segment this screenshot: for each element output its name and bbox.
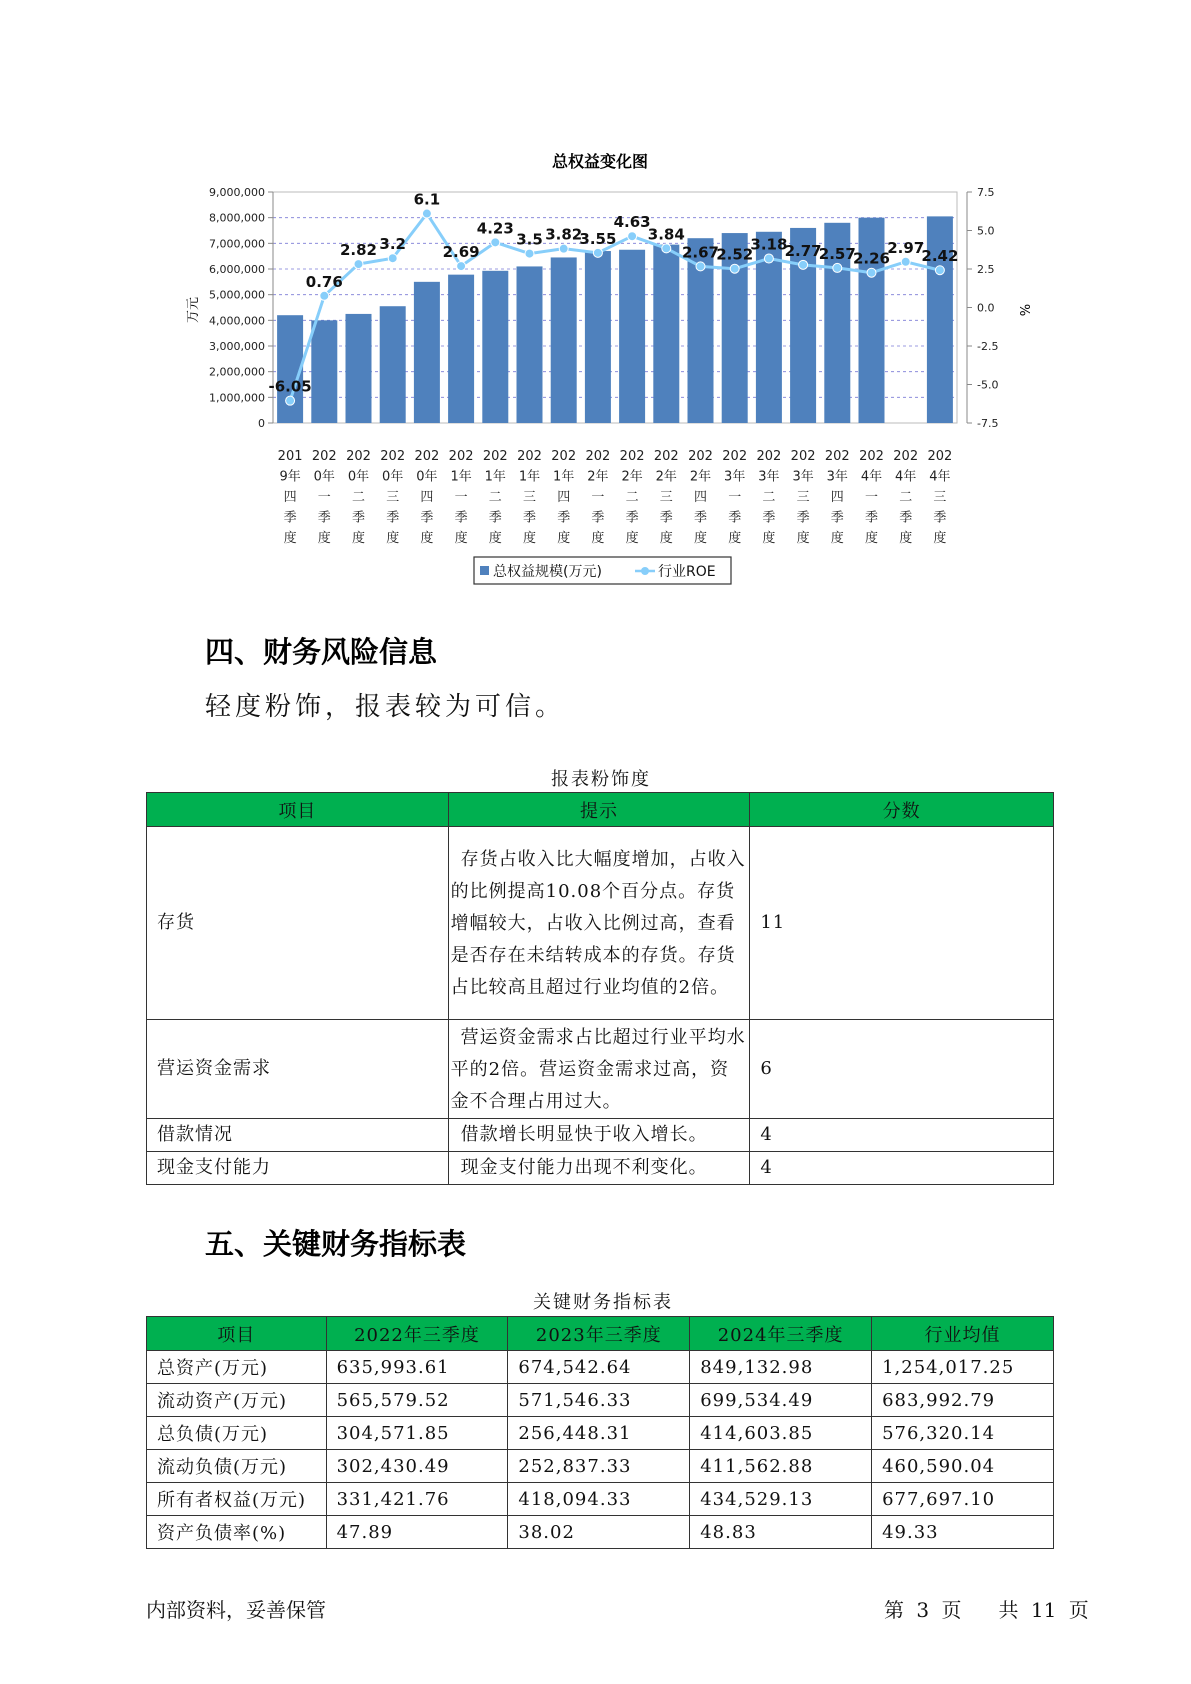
x-tick-line: 季 — [659, 510, 673, 526]
x-tick-line: 度 — [864, 531, 879, 546]
roe-point — [354, 260, 363, 269]
x-tick-line: 四 — [693, 490, 708, 505]
x-tick-line: 一 — [317, 490, 331, 505]
y2-tick-label: -7.5 — [977, 417, 999, 430]
kpi-value: 699,534.49 — [690, 1384, 872, 1417]
x-tick-label — [278, 449, 303, 546]
kpi-header-2022q3: 2022年三季度 — [326, 1317, 508, 1351]
x-tick-line: 0年 — [382, 469, 404, 485]
roe-point — [559, 244, 568, 253]
x-tick-line: 1年 — [518, 469, 541, 485]
y2-tick-label: -5.0 — [977, 378, 999, 392]
kpi-value: 411,562.88 — [690, 1450, 872, 1483]
kpi-value: 256,448.31 — [508, 1417, 690, 1450]
x-tick-line: 度 — [830, 531, 844, 546]
roe-point — [867, 268, 876, 277]
x-tick-line: 度 — [728, 531, 742, 546]
x-tick-line: 季 — [899, 510, 913, 526]
kpi-value: 304,571.85 — [326, 1417, 508, 1450]
x-tick-line: 季 — [557, 510, 571, 526]
roe-point — [696, 262, 705, 271]
x-tick-line: 1年 — [484, 469, 506, 485]
x-tick-line: 1年 — [450, 469, 472, 485]
kpi-value: 683,992.79 — [872, 1384, 1054, 1417]
x-tick-line: 季 — [864, 510, 879, 526]
x-tick-line: 季 — [522, 510, 537, 526]
risk-item: 营运资金需求 — [147, 1020, 449, 1119]
x-tick-line: 四 — [420, 490, 434, 505]
risk-hint: 营运资金需求占比超过行业平均水平的2倍。营运资金需求过高，资金不合理占用过大。 — [448, 1020, 750, 1119]
roe-point — [286, 396, 295, 405]
x-tick-line: 202 — [414, 449, 440, 464]
y-tick-label: 5,000,000 — [209, 288, 265, 302]
kpi-header-2024q3: 2024年三季度 — [690, 1317, 872, 1351]
bar — [551, 257, 577, 423]
x-tick-line: 三 — [933, 490, 947, 505]
kpi-value: 565,579.52 — [326, 1384, 508, 1417]
x-tick-line: 202 — [653, 449, 679, 464]
roe-data-label: 2.97 — [887, 238, 925, 257]
legend-line-label: 行业ROE — [658, 564, 716, 580]
x-tick-line: 2年 — [587, 469, 609, 485]
bar — [448, 275, 474, 423]
page-total: 11 — [1030, 1598, 1057, 1622]
roe-data-label: 6.1 — [413, 190, 441, 209]
y-tick-label: 4,000,000 — [209, 314, 265, 328]
kpi-value: 252,837.33 — [508, 1450, 690, 1483]
chart-ylabel: 万元 — [186, 296, 201, 324]
x-tick-line: 3年 — [826, 469, 848, 485]
x-tick-line: 202 — [619, 449, 645, 464]
roe-point — [935, 266, 944, 275]
x-tick-line: 0年 — [313, 469, 335, 485]
roe-point — [388, 254, 397, 263]
x-tick-line: 2年 — [621, 469, 643, 485]
x-tick-line: 度 — [454, 531, 468, 546]
page-current: 3 — [916, 1598, 930, 1622]
roe-point — [525, 249, 534, 258]
x-tick-line: 202 — [346, 449, 371, 464]
y-tick-label: 0 — [258, 417, 265, 430]
x-tick-line: 四 — [830, 490, 844, 505]
risk-header-score: 分数 — [750, 793, 1054, 827]
x-tick-line: 一 — [454, 490, 468, 505]
x-tick-line: 2年 — [689, 469, 712, 485]
roe-point — [628, 232, 637, 241]
risk-hint: 存货占收入比大幅度增加，占收入的比例提高10.08个百分点。存货增幅较大，占收入比例过高，查看是否存在未结转成本的存货。存货占比较高且超过行业均值的2倍。 — [448, 827, 750, 1020]
risk-hint: 借款增长明显快于收入增长。 — [448, 1119, 750, 1152]
kpi-value: 674,542.64 — [508, 1351, 690, 1384]
kpi-item: 总负债(万元) — [147, 1417, 327, 1450]
x-tick-line: 度 — [591, 531, 605, 546]
x-tick-label — [551, 449, 576, 546]
roe-data-label: 2.77 — [784, 241, 822, 260]
table-row — [147, 1020, 1054, 1119]
risk-table — [146, 792, 1054, 1185]
x-tick-line: 一 — [864, 490, 879, 505]
x-tick-line: 202 — [551, 449, 577, 464]
x-tick-label — [654, 449, 679, 546]
kpi-item: 所有者权益(万元) — [147, 1483, 327, 1516]
x-tick-label — [483, 449, 508, 546]
roe-data-label: 2.69 — [442, 243, 480, 262]
table-row — [147, 1450, 1054, 1483]
bar — [517, 266, 543, 423]
x-tick-line: 三 — [796, 490, 810, 505]
x-tick-line: 季 — [351, 510, 366, 526]
risk-table-header — [147, 793, 1054, 827]
table-row — [147, 1384, 1054, 1417]
x-tick-line: 202 — [756, 449, 782, 464]
x-tick-line: 季 — [386, 510, 400, 526]
y-tick-label: 6,000,000 — [209, 263, 265, 276]
x-tick-label — [825, 449, 850, 546]
risk-item: 借款情况 — [147, 1119, 449, 1152]
x-tick-line: 季 — [488, 510, 502, 526]
kpi-value: 460,590.04 — [872, 1450, 1054, 1483]
kpi-value: 571,546.33 — [508, 1384, 690, 1417]
roe-data-label: 3.5 — [516, 230, 543, 249]
x-tick-line: 202 — [380, 449, 406, 464]
x-tick-line: 度 — [522, 531, 537, 546]
x-tick-line: 季 — [693, 510, 708, 526]
chart-x-axis — [278, 449, 953, 546]
x-tick-label — [927, 449, 952, 546]
x-tick-line: 202 — [585, 449, 611, 464]
kpi-value: 331,421.76 — [326, 1483, 508, 1516]
y2-tick-label: 7.5 — [977, 186, 995, 199]
x-tick-line: 一 — [591, 490, 605, 505]
page-total-unit: 页 — [1068, 1598, 1089, 1622]
roe-point — [799, 260, 808, 269]
x-tick-line: 度 — [351, 531, 366, 546]
x-tick-line: 202 — [859, 449, 884, 464]
page-total-prefix: 共 — [998, 1598, 1019, 1622]
chart-y2label: % — [1016, 303, 1031, 317]
x-tick-label — [312, 449, 337, 546]
risk-score: 4 — [750, 1119, 1054, 1152]
legend-line-marker — [641, 567, 649, 575]
kpi-header-industry-avg: 行业均值 — [872, 1317, 1054, 1351]
x-tick-line: 三 — [522, 490, 537, 505]
x-tick-line: 季 — [830, 510, 844, 526]
table-row — [147, 1516, 1054, 1549]
roe-data-label: 0.76 — [305, 272, 343, 291]
bar — [380, 306, 406, 423]
x-tick-line: 二 — [899, 490, 913, 505]
section4-heading: 四、财务风险信息 — [205, 635, 438, 669]
kpi-value: 434,529.13 — [690, 1483, 872, 1516]
roe-data-label: 3.2 — [379, 235, 406, 254]
x-tick-label — [346, 449, 371, 546]
y-tick-label: 7,000,000 — [209, 237, 265, 251]
kpi-value: 48.83 — [690, 1516, 872, 1549]
risk-table-caption: 报表粉饰度 — [551, 769, 651, 790]
x-tick-label — [380, 449, 405, 546]
roe-data-label: 2.42 — [921, 247, 959, 266]
x-tick-line: 4年 — [929, 469, 951, 485]
bar — [585, 251, 611, 423]
risk-header-hint: 提示 — [448, 793, 750, 827]
page-prefix: 第 — [884, 1598, 904, 1622]
x-tick-line: 一 — [728, 490, 742, 505]
x-tick-label — [722, 449, 747, 546]
roe-point — [901, 257, 910, 266]
roe-point — [833, 263, 842, 272]
x-tick-line: 202 — [448, 449, 474, 464]
roe-point — [593, 248, 602, 257]
x-tick-line: 二 — [762, 490, 776, 505]
kpi-value: 677,697.10 — [872, 1483, 1054, 1516]
x-tick-line: 4年 — [895, 469, 917, 485]
x-tick-line: 0年 — [416, 469, 438, 485]
x-tick-label — [620, 449, 645, 546]
roe-point — [457, 262, 466, 271]
kpi-item: 资产负债率(%) — [147, 1516, 327, 1549]
x-tick-line: 四 — [557, 490, 571, 505]
roe-data-label: 2.52 — [716, 245, 754, 264]
y-tick-label: 2,000,000 — [209, 365, 265, 379]
risk-score: 11 — [750, 827, 1054, 1020]
bar — [346, 314, 372, 423]
x-tick-line: 季 — [933, 510, 947, 526]
roe-data-label: 4.63 — [613, 213, 651, 232]
roe-data-label: 2.26 — [852, 249, 891, 268]
x-tick-label — [688, 449, 713, 546]
x-tick-label — [414, 449, 439, 546]
bar — [311, 320, 337, 423]
table-row — [147, 1351, 1054, 1384]
x-tick-line: 度 — [317, 531, 331, 546]
x-tick-line: 季 — [625, 510, 639, 526]
page-unit: 页 — [941, 1598, 962, 1622]
bar — [859, 218, 885, 423]
x-tick-line: 季 — [317, 510, 331, 526]
x-tick-line: 1年 — [553, 469, 575, 485]
risk-score: 4 — [750, 1152, 1054, 1185]
kpi-table — [146, 1316, 1054, 1549]
kpi-value: 47.89 — [326, 1516, 508, 1549]
kpi-value: 302,430.49 — [326, 1450, 508, 1483]
table-row — [147, 1152, 1054, 1185]
risk-item: 存货 — [147, 827, 449, 1020]
x-tick-line: 季 — [420, 510, 434, 526]
x-tick-line: 3年 — [792, 469, 814, 485]
x-tick-line: 三 — [386, 490, 400, 505]
kpi-value: 576,320.14 — [872, 1417, 1054, 1450]
x-tick-line: 季 — [283, 510, 297, 526]
x-tick-line: 度 — [659, 531, 673, 546]
x-tick-line: 201 — [277, 449, 303, 464]
x-tick-line: 度 — [488, 531, 502, 546]
kpi-item: 流动负债(万元) — [147, 1450, 327, 1483]
x-tick-line: 度 — [420, 531, 434, 546]
x-tick-label — [893, 449, 918, 546]
footer-confidential-note: 内部资料，妥善保管 — [146, 1598, 326, 1622]
roe-data-label: 4.23 — [476, 219, 514, 238]
chart-title: 总权益变化图 — [551, 152, 649, 171]
x-tick-label — [791, 449, 816, 546]
x-tick-line: 四 — [283, 490, 297, 505]
x-tick-line: 度 — [899, 531, 913, 546]
roe-data-label: 3.82 — [545, 225, 583, 244]
x-tick-line: 三 — [659, 490, 673, 505]
x-tick-line: 9年 — [279, 469, 301, 485]
kpi-table-caption: 关键财务指标表 — [533, 1292, 673, 1313]
legend-bar-swatch — [480, 566, 489, 575]
x-tick-line: 度 — [386, 531, 400, 546]
y2-tick-label: 0.0 — [977, 301, 995, 315]
equity-change-chart — [180, 140, 1040, 590]
risk-score: 6 — [750, 1020, 1054, 1119]
roe-data-label: 2.57 — [818, 244, 856, 263]
kpi-value: 38.02 — [508, 1516, 690, 1549]
kpi-value: 635,993.61 — [326, 1351, 508, 1384]
legend-bar-label: 总权益规模(万元) — [493, 564, 602, 580]
roe-point — [764, 254, 773, 263]
x-tick-label — [449, 449, 474, 546]
roe-point — [662, 244, 671, 253]
bar — [619, 250, 645, 423]
roe-point — [730, 264, 739, 273]
x-tick-line: 季 — [796, 510, 810, 526]
kpi-value: 849,132.98 — [690, 1351, 872, 1384]
chart-y-axis-left — [209, 186, 273, 430]
table-row — [147, 827, 1054, 1020]
x-tick-line: 202 — [482, 449, 508, 464]
x-tick-line: 季 — [591, 510, 605, 526]
x-tick-line: 2年 — [655, 469, 677, 485]
y2-tick-label: 2.5 — [977, 263, 995, 276]
x-tick-line: 度 — [762, 531, 776, 546]
x-tick-line: 季 — [762, 510, 776, 526]
roe-point — [320, 291, 329, 300]
table-row — [147, 1417, 1054, 1450]
kpi-value: 418,094.33 — [508, 1483, 690, 1516]
x-tick-line: 3年 — [724, 469, 746, 485]
x-tick-line: 度 — [283, 531, 297, 546]
y2-tick-label: -2.5 — [977, 340, 999, 353]
x-tick-line: 二 — [625, 490, 639, 505]
roe-point — [422, 209, 431, 218]
chart-y-axis-right — [967, 186, 998, 430]
roe-data-label: -6.05 — [268, 377, 312, 396]
roe-data-label: 3.18 — [750, 235, 788, 254]
roe-data-label: 3.84 — [647, 225, 685, 244]
x-tick-line: 202 — [517, 449, 542, 464]
risk-item: 现金支付能力 — [147, 1152, 449, 1185]
roe-data-label: 2.82 — [339, 241, 378, 260]
risk-summary-text: 轻度粉饰，报表较为可信。 — [205, 692, 566, 722]
chart-legend — [474, 557, 731, 584]
kpi-item: 流动资产(万元) — [147, 1384, 327, 1417]
chart-roe-line — [268, 191, 958, 406]
x-tick-line: 3年 — [758, 469, 780, 485]
kpi-value: 1,254,017.25 — [872, 1351, 1054, 1384]
x-tick-label — [756, 449, 781, 546]
x-tick-line: 202 — [927, 449, 953, 464]
x-tick-line: 202 — [824, 449, 850, 464]
bar — [653, 245, 679, 423]
x-tick-line: 二 — [351, 490, 366, 505]
kpi-table-header — [147, 1317, 1054, 1351]
y-tick-label: 1,000,000 — [209, 391, 265, 405]
y-tick-label: 8,000,000 — [209, 211, 265, 225]
x-tick-line: 季 — [728, 510, 742, 526]
x-tick-label — [585, 449, 610, 546]
y2-tick-label: 5.0 — [977, 224, 995, 238]
risk-hint: 现金支付能力出现不利变化。 — [448, 1152, 750, 1185]
section5-heading: 五、关键财务指标表 — [205, 1227, 467, 1261]
x-tick-line: 202 — [311, 449, 337, 464]
x-tick-line: 202 — [893, 449, 919, 464]
x-tick-line: 度 — [625, 531, 639, 546]
y-tick-label: 3,000,000 — [209, 340, 265, 353]
kpi-item: 总资产(万元) — [147, 1351, 327, 1384]
roe-data-label: 2.67 — [681, 243, 720, 262]
footer-page-number — [884, 1594, 1089, 1623]
table-row — [147, 1119, 1054, 1152]
risk-header-item: 项目 — [147, 793, 449, 827]
kpi-header-2023q3: 2023年三季度 — [508, 1317, 690, 1351]
x-tick-line: 季 — [454, 510, 468, 526]
roe-point — [491, 238, 500, 247]
x-tick-line: 度 — [796, 531, 810, 546]
x-tick-line: 202 — [722, 449, 748, 464]
kpi-value: 49.33 — [872, 1516, 1054, 1549]
kpi-header-item: 项目 — [147, 1317, 327, 1351]
x-tick-line: 0年 — [347, 469, 370, 485]
x-tick-line: 度 — [933, 531, 947, 546]
x-tick-line: 二 — [488, 490, 502, 505]
x-tick-line: 度 — [557, 531, 571, 546]
kpi-value: 414,603.85 — [690, 1417, 872, 1450]
x-tick-label — [859, 449, 884, 546]
bar — [482, 271, 508, 423]
table-row — [147, 1483, 1054, 1516]
x-tick-line: 202 — [688, 449, 713, 464]
y-tick-label: 9,000,000 — [209, 186, 265, 199]
x-tick-line: 202 — [790, 449, 816, 464]
x-tick-line: 4年 — [860, 469, 883, 485]
roe-data-label: 3.55 — [579, 229, 617, 248]
bar — [414, 282, 440, 423]
x-tick-label — [517, 449, 542, 546]
x-tick-line: 度 — [693, 531, 708, 546]
